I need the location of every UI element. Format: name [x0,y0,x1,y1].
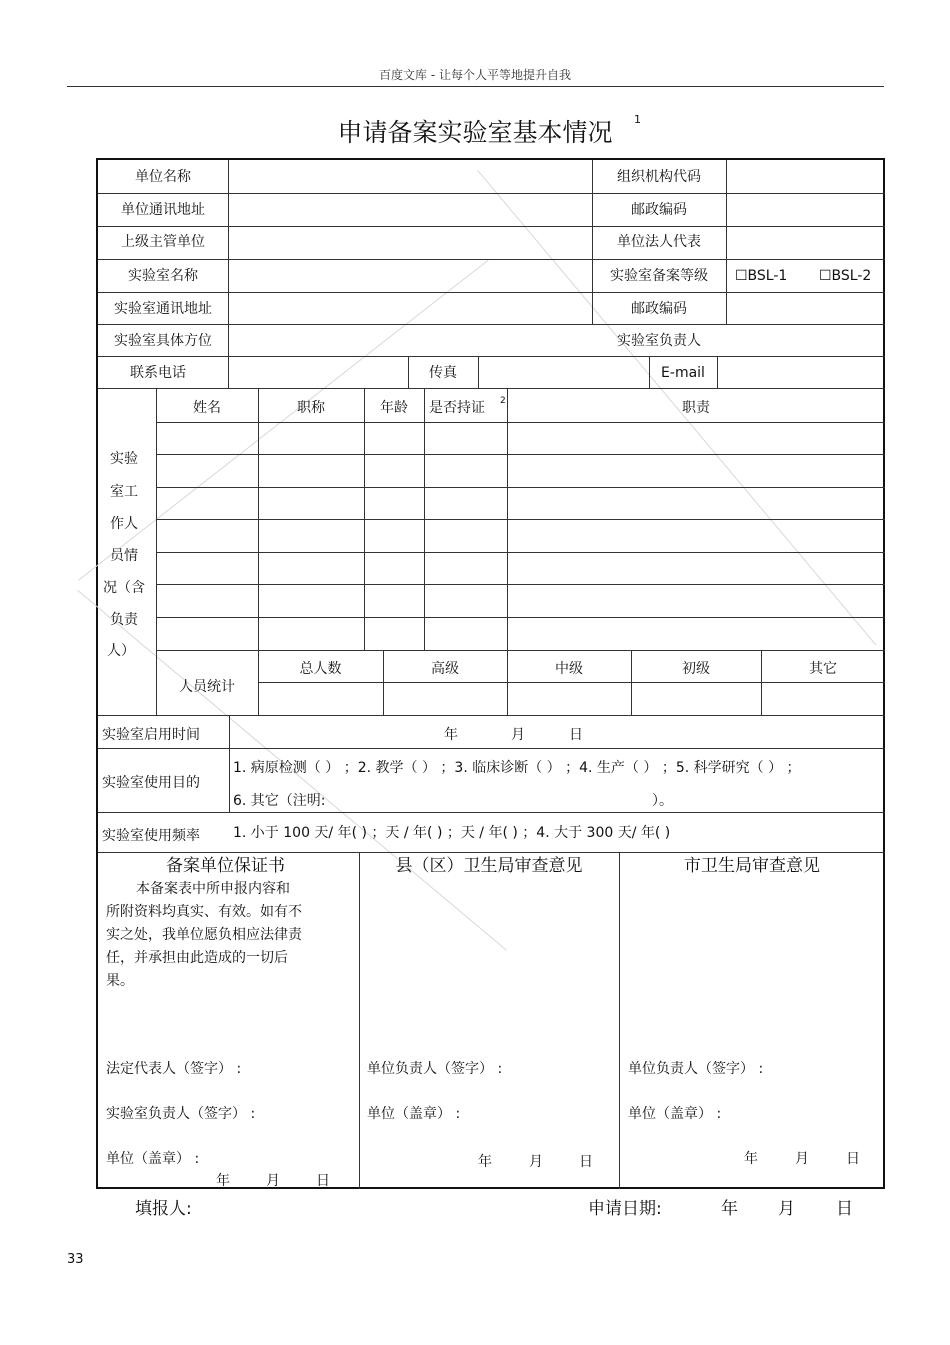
header-rule [67,86,884,87]
label-lab-name: 实验室名称 [128,268,198,284]
label-purpose: 实验室使用目的 [102,775,200,791]
guarantee-line: 所附资料均真实、有效。如有不 [106,904,302,920]
city-month: 月 [795,1151,809,1167]
county-year: 年 [478,1154,492,1170]
stats-senior: 高级 [431,661,459,677]
staff-label-line: 作人 [110,516,138,532]
label-postal-code: 邮政编码 [631,202,687,218]
start-day: 日 [569,727,583,743]
apply-date-label: 申请日期: [588,1199,662,1219]
city-day: 日 [846,1151,860,1167]
purpose-line2-a: 6. 其它（注明: [233,793,326,809]
title-footnote: 1 [634,113,641,126]
label-supervisor: 上级主管单位 [121,234,205,250]
city-title: 市卫生局审查意见 [684,856,820,876]
apply-year: 年 [721,1199,738,1219]
stats-junior: 初级 [682,661,710,677]
guarantee-sign-legal: 法定代表人（签字） : [106,1061,242,1077]
staff-label-line: 况（含 [103,580,145,596]
staff-label-line: 负责 [110,612,138,628]
stats-other: 其它 [809,661,837,677]
page-number: 33 [67,1252,84,1267]
col-duty: 职责 [682,400,710,416]
city-year: 年 [744,1151,758,1167]
stats-total: 总人数 [299,661,342,677]
county-sign-head: 单位负责人（签字） : [367,1061,503,1077]
label-frequency: 实验室使用频率 [102,828,200,844]
staff-label-line: 实验 [110,451,138,467]
label-lab-postal-code: 邮政编码 [631,301,687,317]
guarantee-sign-seal: 单位（盖章） : [106,1151,200,1167]
start-month: 月 [511,727,525,743]
col-name: 姓名 [193,400,221,416]
stats-label: 人员统计 [179,679,235,695]
form-table [96,158,885,1189]
label-email: E-mail [661,365,705,381]
guarantee-line: 任，并承担由此造成的一切后 [106,950,288,966]
guarantee-line: 果。 [106,973,134,989]
guarantee-year: 年 [216,1173,230,1189]
staff-label-line: 人） [107,643,135,659]
label-lab-head: 实验室负责人 [617,333,701,349]
guarantee-sign-labhead: 实验室负责人（签字） : [106,1106,256,1122]
label-fax: 传真 [429,365,457,381]
label-lab-level: 实验室备案等级 [610,268,708,284]
guarantee-line: 本备案表中所申报内容和 [136,881,290,897]
label-unit-name: 单位名称 [135,169,191,185]
purpose-line2-b: ）。 [652,793,673,809]
col-age: 年龄 [380,400,408,416]
staff-label-line: 员情 [110,548,138,564]
county-month: 月 [529,1154,543,1170]
guarantee-title: 备案单位保证书 [166,856,285,876]
label-legal-rep: 单位法人代表 [617,234,701,250]
label-start-time: 实验室启用时间 [102,727,200,743]
label-lab-address: 实验室通讯地址 [114,301,212,317]
stats-middle: 中级 [555,661,583,677]
guarantee-line: 实之处，我单位愿负相应法律责 [106,927,302,943]
guarantee-month: 月 [266,1173,280,1189]
apply-month: 月 [778,1199,795,1219]
bsl2-checkbox[interactable]: ☐BSL-2 [819,268,872,284]
cert-footnote: 2 [500,396,506,406]
filler-label: 填报人: [135,1199,192,1219]
label-org-code: 组织机构代码 [617,169,701,185]
col-certified: 是否持证 [429,400,485,416]
start-year: 年 [444,727,458,743]
county-day: 日 [579,1154,593,1170]
county-sign-seal: 单位（盖章） : [367,1106,461,1122]
label-phone: 联系电话 [130,365,186,381]
page-header: 百度文库 - 让每个人平等地提升自我 [379,68,571,82]
label-lab-location: 实验室具体方位 [114,333,212,349]
city-sign-seal: 单位（盖章） : [628,1106,722,1122]
bsl1-checkbox[interactable]: ☐BSL-1 [735,268,788,284]
city-sign-head: 单位负责人（签字） : [628,1061,764,1077]
staff-label-line: 室工 [110,484,138,500]
guarantee-day: 日 [316,1173,330,1189]
purpose-line1: 1. 病原检测（ ） ；2. 教学（ ） ；3. 临床诊断（ ） ；4. 生产（ ） ；5. 科学研究（ ） ； [233,760,801,776]
frequency-text: 1. 小于 100 天/ 年( ) ；天 / 年( ) ；天 / 年( ) ；4. 大于 300 天/ 年( ) [233,825,671,841]
county-title: 县（区）卫生局审查意见 [395,856,583,876]
apply-day: 日 [836,1199,853,1219]
label-unit-address: 单位通讯地址 [121,202,205,218]
form-title: 申请备案实验室基本情况 [337,118,613,147]
col-title: 职称 [297,400,325,416]
